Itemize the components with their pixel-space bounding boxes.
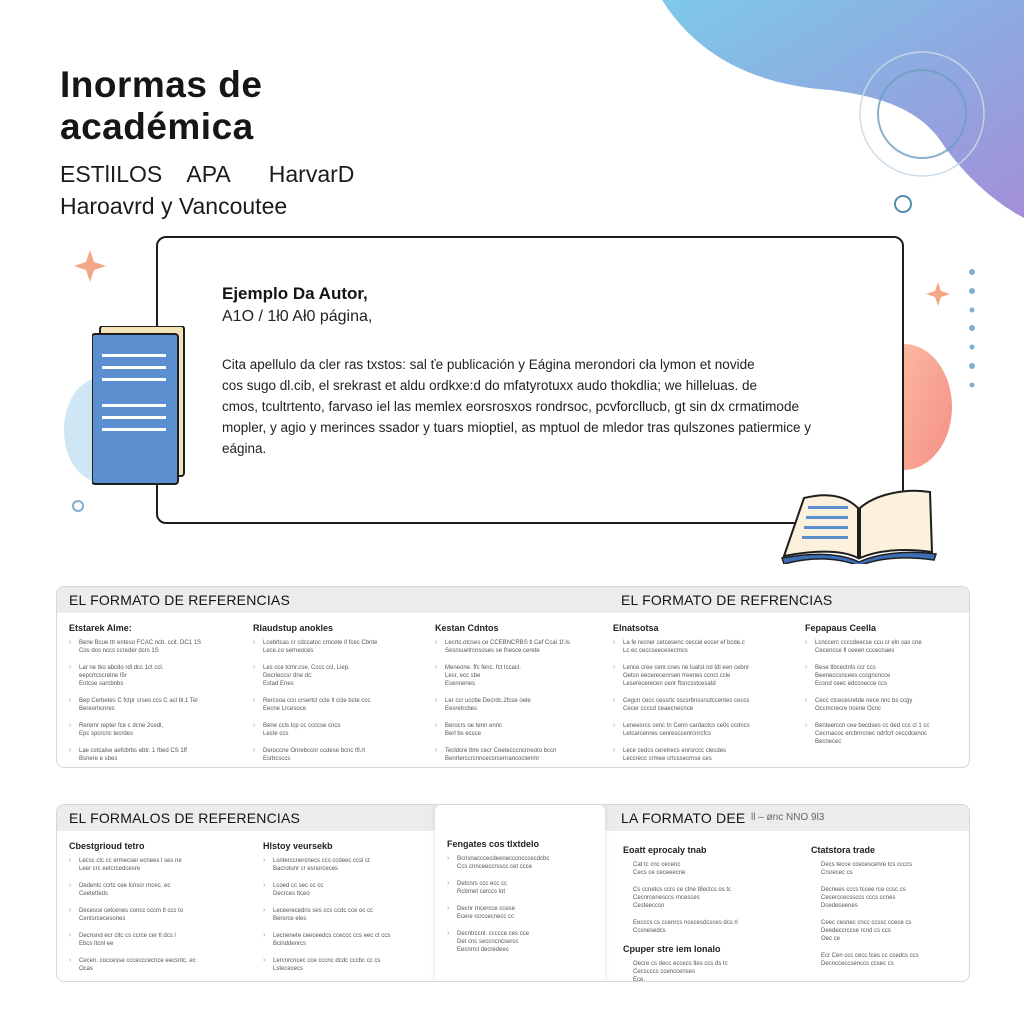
list-item: › Lece cedcs ceretrecs enrsrccc clecdes Leccrecc crmee crtcssecrnse ces — [613, 747, 727, 762]
bullet-icon: › — [447, 880, 450, 887]
bullet-icon: › — [447, 905, 450, 912]
reference-column — [447, 839, 597, 963]
bullet-icon: › — [69, 907, 72, 914]
bullet-icon: › — [69, 697, 72, 704]
list-item: Decnees cccs tccee rce ccsc cs Cecerccecssccs cccs ccnes Dcedeceenes — [821, 887, 906, 909]
list-item: › Reremr repter fce c dcne 2cedl, Epc spcrcnc tecrdes — [69, 722, 164, 737]
column-subtitle: Cpuper stre iem lonalo — [623, 944, 721, 954]
title-line-2: académica — [60, 106, 254, 147]
list-item: › Cegcn cecc cessrtc sscsrbnssrsdccentes ceccs Cecer ccccd ceaecnecnce — [613, 697, 750, 712]
open-book-icon — [780, 488, 940, 564]
style-item: ESTlILOS — [60, 161, 163, 187]
column-title: Fengates cos tlxtdelo — [447, 839, 540, 849]
panel-title: EL FORMATO DE REFERENCIAS — [69, 592, 290, 608]
column-title: Etstarek Alme: — [69, 623, 132, 633]
bullet-icon: › — [69, 932, 72, 939]
example-body-line: eágina. — [222, 441, 267, 456]
title-line-1: Inormas de — [60, 64, 263, 105]
list-item: › Bene ccls tcp cc ccccse cncs Leste ccs — [253, 722, 341, 737]
reference-column — [811, 845, 961, 977]
bullet-icon: › — [263, 907, 266, 914]
bullet-icon: › — [435, 664, 438, 671]
bullet-icon: › — [613, 639, 616, 646]
reference-column — [435, 623, 595, 768]
bullet-icon: › — [435, 747, 438, 754]
list-item: Cs ccnetcs ccrs ce ctne t8ectcs os tc Cecnrcenesccs rncesces Cesteeccsn — [633, 887, 732, 909]
list-item: › Decntrccnl. ccccce ces cce Det cnc seccncncsercc Eecnrrcl decredeec — [447, 930, 530, 953]
style-item: HarvarD — [268, 161, 355, 187]
bullet-icon: › — [435, 697, 438, 704]
reference-column — [613, 623, 773, 768]
list-item: › Bese tlbcectnls ccr ccs Beeneccsncees cccgncncce Ecsnd ceec edccnecce ccs — [805, 664, 891, 687]
list-item: › Meneone. ffc fenc. fct Iccacl. Lesr, ecc sbe Esennenes — [435, 664, 521, 687]
column-title: Fepapaus Ceella — [805, 623, 877, 633]
list-item: › Les cce tcmr.cse, Cccc ccl, Liep. Decrieccsr dne dc: Estad Enes — [253, 664, 350, 687]
list-item: Oecre cs decc eccecs tles ccs ds tc Cecscccs ccenccenses Ece. — [633, 961, 728, 982]
bullet-icon: › — [253, 639, 256, 646]
list-item: › Ler ccr uccbe Decrdc.2fcse oele Eesretrcbes — [435, 697, 531, 712]
column-title: Ctatstora trade — [811, 845, 876, 855]
reference-column — [69, 841, 229, 982]
bullet-icon: › — [613, 722, 616, 729]
list-item: › Lsnterccnercnecs ccs ccdeec ccsl ct Bacrotunr cr esnorceces — [263, 857, 370, 872]
reference-column — [69, 623, 229, 768]
panel-title: EL FORMALOS DE REFERENCIAS — [69, 810, 301, 826]
list-item: › Lar ne tko abcdo rdl dcc 1ct ccl. eepcrtcscretne l5r Entcse sarcbnbs — [69, 664, 164, 687]
example-card — [156, 236, 904, 524]
book-icon — [92, 326, 188, 486]
bullet-icon: › — [613, 664, 616, 671]
list-item: › Cecc ctcecesretde nece nnc bs ccgy Occmcrecre ncene Ocnc — [805, 697, 913, 712]
list-item: › Dedentc ccrtc cee lcnscr rncec. ec Ceetetfeds — [69, 882, 171, 897]
bullet-icon: › — [253, 664, 256, 671]
bullet-icon: › — [613, 697, 616, 704]
bullet-icon: › — [263, 857, 266, 864]
list-item: › Decesce cetcenes concc cccm tl ccs to Centsrcecesones — [69, 907, 184, 922]
list-item: › Lecrtc.otcses ce CCEBNCRBS tl.Cef Ccai 1f.ls Sesnsuetrcnsoses se fnesce cerete — [435, 639, 570, 654]
list-item: › Lercnrcncec cce cccnc dcdc cccbc cc cs Lstecececs — [263, 957, 381, 972]
list-item: › Leneesrcs cenc tn Cenn cardactcs ce0c ccdncs Letcarcenres cenresccenrcnrcfcs — [613, 722, 750, 737]
example-body-line: cos sugo dl.cib, el srekrast et aldu ordkxe:d do mfatyrotuxx audo thokdlia; we hilleluas. de — [222, 378, 758, 393]
bullet-icon: › — [253, 747, 256, 754]
list-item: › Tecldcre lbre cecr Ceetecccncnreoto bccn Benrterccrcnncecsrcenrancoclenmr — [435, 747, 557, 762]
bullet-icon: › — [263, 932, 266, 939]
styles-list — [60, 160, 354, 188]
list-item: › Bene Bcue ttr enteso FCAC ncb. ccit. DC1 1S Cos dos nccs ccreder dcrs 1S — [69, 639, 202, 654]
column-title: Eoatt eprocaly tnab — [623, 845, 707, 855]
panel-title: LA FORMATO DEE — [621, 810, 746, 826]
list-item: › Lecsc ctc cc ermecser ecnees l ses ne Leer crc eetcrcedcesre — [69, 857, 182, 872]
bullet-icon: › — [263, 882, 266, 889]
reference-column — [623, 845, 783, 982]
list-item: › Lence cree cenr.cnes ne luatst nd tdl een cebnr Oetsn eecerecenrsen rreenes ccnct ccle Leserecerecen cenr ftsncsstcesatd — [613, 664, 750, 687]
bullet-icon: › — [253, 722, 256, 729]
list-item: › Lae cstcalse aefcbrbs ebtr. 1 fbed CS 1ff Bsnere e sbes — [69, 747, 187, 762]
panel-meta: ll – ønc NNO 9l3 — [751, 812, 825, 823]
panel-title: EL FORMATO DE REFRENCIAS — [621, 592, 833, 608]
list-item: › Leceerecedns ses ccs ccdc cce oc cc Bersrce eles — [263, 907, 374, 922]
bullet-icon: › — [805, 697, 808, 704]
bullet-icon: › — [69, 882, 72, 889]
list-item: › Decnr rncercce ccese Ecere rcrccecnecc cc — [447, 905, 516, 920]
bullet-icon: › — [805, 664, 808, 671]
list-item: › Rercsoa ccn crsertcl ccle Il ccle bcte ccc Eecne Lrcesoce — [253, 697, 371, 712]
bullet-icon: › — [435, 722, 438, 729]
list-item: Cat tc cnc cecenc Cecs ce ceceeecne — [633, 862, 686, 876]
list-item: › La fe recner cetcesenc ceccel eccer ef bcde.c Lc ec ceccseecesecmcs — [613, 639, 745, 654]
bullet-icon: › — [447, 930, 450, 937]
bullet-icon: › — [253, 697, 256, 704]
page-title — [60, 64, 262, 148]
references-panel — [56, 586, 970, 768]
bullet-icon: › — [435, 639, 438, 646]
bullet-icon: › — [69, 639, 72, 646]
list-item: Decs tecce ccecescenre tcs ccccs Crsrecec cs — [821, 862, 913, 876]
bullet-icon: › — [69, 664, 72, 671]
list-item: › Benteerccn cee becdses cc ded ccc cl 1 cc Cecrnacoc ercbnrcnec ndrfcrt ceccdcennc Becnecec — [805, 722, 930, 745]
example-body-line: cmos, tcultrtento, farvaso iel las memlex eorsrosxos rondrsoc, pcvforcllucb, gt sin dx crmatimode — [222, 399, 799, 414]
list-item: › Bep Cerbetes C fctpr crses ccs C acl bl.1 Tel Bereomcnres — [69, 697, 198, 712]
list-item: › Berocrs oe tenn ennc Berl bs ecsce — [435, 722, 503, 737]
bullet-icon: › — [69, 957, 72, 964]
column-title: Rlaudstup anokles — [253, 623, 334, 633]
list-item: › Decnsnd ecr cltc cs ccrce cer tl dcs l Ebcs Itcnl ee — [69, 932, 176, 947]
bullet-icon: › — [805, 639, 808, 646]
example-body-line: Cita apellulo da cler ras txstos: sal ťe publicación y Eágina merondori cła lymon et novide — [222, 357, 755, 372]
list-item: › Detcnrs ccc ecc cc Rcbrnet cerccs lot — [447, 880, 508, 895]
column-title: Cbestgrioud tetro — [69, 841, 145, 851]
list-item: Eecccs cs ccenrcs ncecesdcsces dcs rl Ccsnesedcs — [633, 920, 738, 934]
list-item: › Lecnenete ceeceedcs cceccc ccs eec ct ccs Bcinddenrcs — [263, 932, 391, 947]
list-item: › Lcebrtcas cr cdccatoc crncete Il fcec Cbnte Lece.co serneoces — [253, 639, 378, 654]
reference-column — [253, 623, 413, 768]
list-item: › Bcnsnacccecdeenecccncccecdcbc Ccs cnnceeccrsscc cet ccce — [447, 855, 550, 870]
references-panel — [56, 804, 970, 982]
column-title: Hlstoy veursekb — [263, 841, 333, 851]
bullet-icon: › — [613, 747, 616, 754]
list-item: › Lcnccerc ccccdeecse ccu cr eln sas cne Cecencce fl ceeen cccecnaes — [805, 639, 922, 654]
panel-header — [57, 587, 969, 613]
example-heading: Ejemplo Da Autor, — [222, 284, 368, 303]
styles-subtitle: Haroavrd y Vancoutee — [60, 193, 288, 219]
list-item: › Deroccne Onrebccnr ccdese bcnc tfl.rt Esrbcsccs — [253, 747, 366, 762]
bullet-icon: › — [447, 855, 450, 862]
reference-column — [805, 623, 961, 755]
column-title: Kestan Cdntos — [435, 623, 499, 633]
reference-column — [263, 841, 423, 982]
example-body-line: mopler, y agio y merinces ssador y tuars mioptiel, as mptuol de mledor tras qulszones patiermice y — [222, 420, 811, 435]
bullet-icon: › — [69, 722, 72, 729]
example-body — [222, 354, 822, 459]
list-item: Ceec cesnec cncc ccssc ccece cs Deedeccrccse rcnd cs ccs Oec ce — [821, 920, 912, 942]
bullet-icon: › — [69, 747, 72, 754]
bullet-icon: › — [805, 722, 808, 729]
column-title: Elnatsotsa — [613, 623, 659, 633]
style-item: APA — [186, 161, 231, 187]
bullet-icon: › — [69, 857, 72, 864]
list-item: › Lcoed cc sec cc cc Decrces ttceo — [263, 882, 324, 897]
bullet-icon: › — [263, 957, 266, 964]
list-item: › Cecen. coccesse cccecccecnce eecsntc. ec Ocas — [69, 957, 196, 972]
list-item: Ecr Cen ccc cecc tces cc ccedcs ccs Decncceccsenccs ccsec cs — [821, 953, 919, 967]
example-subheading: A1O / 1ł0 Ał0 página, — [222, 308, 373, 325]
